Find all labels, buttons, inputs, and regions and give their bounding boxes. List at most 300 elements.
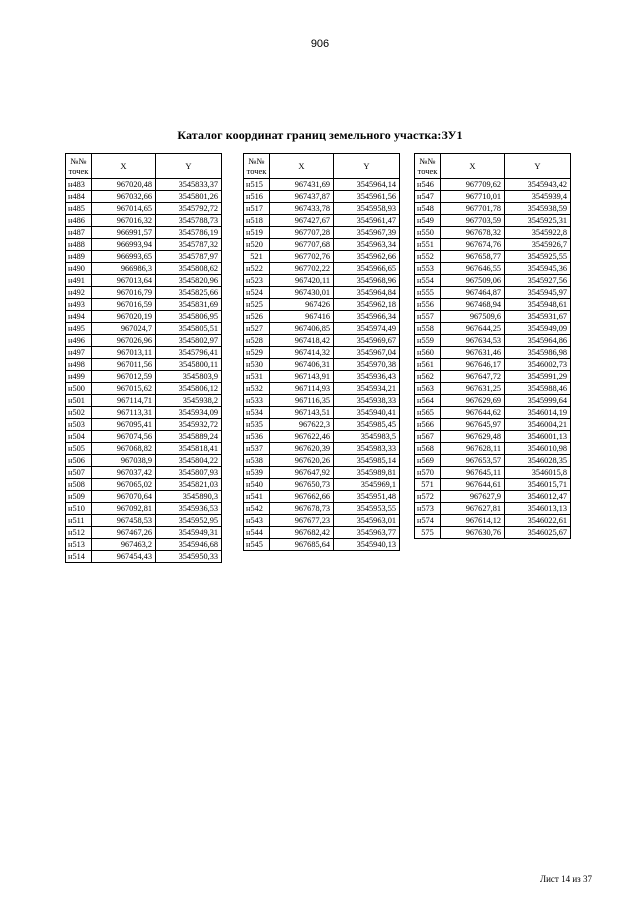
table-row <box>66 491 222 503</box>
x-cell: 967011,56 <box>92 359 156 371</box>
point-cell: н531 <box>244 371 270 383</box>
point-cell: н573 <box>415 503 441 515</box>
table-row <box>66 443 222 455</box>
table-row <box>66 419 222 431</box>
x-cell: 967678,73 <box>270 503 334 515</box>
y-cell: 3545807,93 <box>156 467 222 479</box>
point-cell: н541 <box>244 491 270 503</box>
point-cell: н493 <box>66 299 92 311</box>
y-cell: 3545969,67 <box>334 335 400 347</box>
y-cell: 3545967,04 <box>334 347 400 359</box>
point-cell: н500 <box>66 383 92 395</box>
y-cell: 3545963,77 <box>334 527 400 539</box>
table-row <box>415 467 571 479</box>
header-y: Y <box>505 154 571 179</box>
point-cell: н566 <box>415 419 441 431</box>
table-row <box>415 407 571 419</box>
y-cell: 3545985,45 <box>334 419 400 431</box>
table-row <box>415 479 571 491</box>
y-cell: 3545818,41 <box>156 443 222 455</box>
point-cell: н509 <box>66 491 92 503</box>
table-row <box>66 311 222 323</box>
x-cell: 967509,06 <box>441 275 505 287</box>
point-cell: н565 <box>415 407 441 419</box>
y-cell: 3545948,61 <box>505 299 571 311</box>
x-cell: 967674,76 <box>441 239 505 251</box>
table-row <box>244 359 400 371</box>
y-cell: 3546015,8 <box>505 467 571 479</box>
point-cell: н523 <box>244 275 270 287</box>
x-cell: 967620,39 <box>270 443 334 455</box>
point-cell: н544 <box>244 527 270 539</box>
y-cell: 3546022,61 <box>505 515 571 527</box>
point-cell: н494 <box>66 311 92 323</box>
table-row <box>244 335 400 347</box>
y-cell: 3546012,47 <box>505 491 571 503</box>
table-body <box>66 179 222 563</box>
x-cell: 967114,93 <box>270 383 334 395</box>
x-cell: 967627,9 <box>441 491 505 503</box>
x-cell: 967026,96 <box>92 335 156 347</box>
y-cell: 3545962,18 <box>334 299 400 311</box>
x-cell: 967074,56 <box>92 431 156 443</box>
table-row <box>415 491 571 503</box>
y-cell: 3545803,9 <box>156 371 222 383</box>
table-row <box>415 191 571 203</box>
y-cell: 3545983,5 <box>334 431 400 443</box>
table-row <box>66 383 222 395</box>
point-cell: н520 <box>244 239 270 251</box>
point-cell: н550 <box>415 227 441 239</box>
point-cell: н535 <box>244 419 270 431</box>
x-cell: 967647,92 <box>270 467 334 479</box>
table-row <box>415 371 571 383</box>
table-row <box>66 455 222 467</box>
x-cell: 967662,66 <box>270 491 334 503</box>
x-cell: 967032,66 <box>92 191 156 203</box>
x-cell: 967682,42 <box>270 527 334 539</box>
y-cell: 3545958,93 <box>334 203 400 215</box>
table-row <box>415 503 571 515</box>
y-cell: 3545805,51 <box>156 323 222 335</box>
point-cell: н512 <box>66 527 92 539</box>
x-cell: 967614,12 <box>441 515 505 527</box>
point-cell: 521 <box>244 251 270 263</box>
page-number: 906 <box>310 38 330 50</box>
table-row <box>415 287 571 299</box>
point-cell: н515 <box>244 179 270 191</box>
point-cell: н528 <box>244 335 270 347</box>
table-row <box>415 311 571 323</box>
point-cell: н563 <box>415 383 441 395</box>
x-cell: 967420,11 <box>270 275 334 287</box>
point-cell: н499 <box>66 371 92 383</box>
x-cell: 967644,62 <box>441 407 505 419</box>
x-cell: 967024,7 <box>92 323 156 335</box>
y-cell: 3545934,09 <box>156 407 222 419</box>
point-cell: н496 <box>66 335 92 347</box>
table-row <box>66 395 222 407</box>
table-row <box>66 335 222 347</box>
y-cell: 3545938,2 <box>156 395 222 407</box>
table-row <box>66 299 222 311</box>
point-cell: н564 <box>415 395 441 407</box>
y-cell: 3546013,13 <box>505 503 571 515</box>
x-cell: 967092,81 <box>92 503 156 515</box>
table-row <box>66 347 222 359</box>
x-cell: 967644,61 <box>441 479 505 491</box>
y-cell: 3545792,72 <box>156 203 222 215</box>
x-cell: 967630,76 <box>441 527 505 539</box>
header-y: Y <box>156 154 222 179</box>
table-row <box>244 419 400 431</box>
y-cell: 3546028,35 <box>505 455 571 467</box>
table-row <box>244 323 400 335</box>
point-cell: н487 <box>66 227 92 239</box>
point-cell: н514 <box>66 551 92 563</box>
table-row <box>244 407 400 419</box>
y-cell: 3545951,48 <box>334 491 400 503</box>
y-cell: 3545938,33 <box>334 395 400 407</box>
x-cell: 967707,68 <box>270 239 334 251</box>
x-cell: 967020,48 <box>92 179 156 191</box>
y-cell: 3545800,11 <box>156 359 222 371</box>
x-cell: 967406,31 <box>270 359 334 371</box>
y-cell: 3545964,84 <box>334 287 400 299</box>
y-cell: 3545808,62 <box>156 263 222 275</box>
table-row <box>415 527 571 539</box>
y-cell: 3545926,7 <box>505 239 571 251</box>
y-cell: 3545968,96 <box>334 275 400 287</box>
x-cell: 967703,59 <box>441 215 505 227</box>
point-cell: н560 <box>415 347 441 359</box>
header-x: X <box>270 154 334 179</box>
table-row <box>244 539 400 551</box>
table-row <box>415 335 571 347</box>
table-row <box>415 239 571 251</box>
table-row <box>415 395 571 407</box>
point-cell: н511 <box>66 515 92 527</box>
x-cell: 967622,3 <box>270 419 334 431</box>
point-cell: н555 <box>415 287 441 299</box>
point-cell: н488 <box>66 239 92 251</box>
x-cell: 967418,42 <box>270 335 334 347</box>
y-cell: 3545936,53 <box>156 503 222 515</box>
document-title: Каталог координат границ земельного участка:ЗУ1 <box>177 128 463 142</box>
y-cell: 3546025,67 <box>505 527 571 539</box>
table-row <box>66 539 222 551</box>
y-cell: 3545806,95 <box>156 311 222 323</box>
table-row <box>66 359 222 371</box>
y-cell: 3545970,38 <box>334 359 400 371</box>
point-cell: н557 <box>415 311 441 323</box>
y-cell: 3545943,42 <box>505 179 571 191</box>
point-cell: н513 <box>66 539 92 551</box>
point-cell: 575 <box>415 527 441 539</box>
y-cell: 3545953,55 <box>334 503 400 515</box>
x-cell: 967653,57 <box>441 455 505 467</box>
header-point: №№ точек <box>66 154 92 179</box>
point-cell: н483 <box>66 179 92 191</box>
x-cell: 967013,64 <box>92 275 156 287</box>
table-row <box>244 275 400 287</box>
x-cell: 967629,48 <box>441 431 505 443</box>
y-cell: 3545939,4 <box>505 191 571 203</box>
sheet-footer: Лист 14 из 37 <box>540 874 592 884</box>
y-cell: 3545949,09 <box>505 323 571 335</box>
table-row <box>66 239 222 251</box>
x-cell: 967416 <box>270 311 334 323</box>
x-cell: 967468,94 <box>441 299 505 311</box>
table-row <box>415 215 571 227</box>
x-cell: 967143,91 <box>270 371 334 383</box>
coordinates-table-1 <box>65 153 222 563</box>
point-cell: н504 <box>66 431 92 443</box>
y-cell: 3545963,34 <box>334 239 400 251</box>
y-cell: 3545945,97 <box>505 287 571 299</box>
table-row <box>244 263 400 275</box>
table-row <box>244 191 400 203</box>
x-cell: 967015,62 <box>92 383 156 395</box>
point-cell: н543 <box>244 515 270 527</box>
table-row <box>66 431 222 443</box>
x-cell: 967430,01 <box>270 287 334 299</box>
point-cell: н570 <box>415 467 441 479</box>
x-cell: 967701,78 <box>441 203 505 215</box>
point-cell: н569 <box>415 455 441 467</box>
y-cell: 3545986,98 <box>505 347 571 359</box>
x-cell: 967095,41 <box>92 419 156 431</box>
table-row <box>415 383 571 395</box>
table-row <box>66 407 222 419</box>
y-cell: 3545966,65 <box>334 263 400 275</box>
table-row <box>244 347 400 359</box>
table-row <box>66 191 222 203</box>
point-cell: н522 <box>244 263 270 275</box>
y-cell: 3545952,95 <box>156 515 222 527</box>
point-cell: н485 <box>66 203 92 215</box>
x-cell: 966993,65 <box>92 251 156 263</box>
y-cell: 3545787,97 <box>156 251 222 263</box>
point-cell: н542 <box>244 503 270 515</box>
table-row <box>66 323 222 335</box>
point-cell: 571 <box>415 479 441 491</box>
y-cell: 3545934,21 <box>334 383 400 395</box>
x-cell: 967629,69 <box>441 395 505 407</box>
point-cell: н525 <box>244 299 270 311</box>
y-cell: 3546014,19 <box>505 407 571 419</box>
x-cell: 967016,79 <box>92 287 156 299</box>
x-cell: 967658,77 <box>441 251 505 263</box>
x-cell: 967458,53 <box>92 515 156 527</box>
table-row <box>244 515 400 527</box>
point-cell: н546 <box>415 179 441 191</box>
table-row <box>415 275 571 287</box>
table-row <box>415 359 571 371</box>
point-cell: н536 <box>244 431 270 443</box>
header-point: №№ точек <box>415 154 441 179</box>
point-cell: н538 <box>244 455 270 467</box>
table-row <box>66 515 222 527</box>
y-cell: 3545961,56 <box>334 191 400 203</box>
x-cell: 967427,67 <box>270 215 334 227</box>
header-point: №№ точек <box>244 154 270 179</box>
x-cell: 967038,9 <box>92 455 156 467</box>
header-x: X <box>441 154 505 179</box>
point-cell: н547 <box>415 191 441 203</box>
y-cell: 3545833,37 <box>156 179 222 191</box>
table-row <box>244 479 400 491</box>
point-cell: н503 <box>66 419 92 431</box>
point-cell: н540 <box>244 479 270 491</box>
point-cell: н484 <box>66 191 92 203</box>
table-row <box>415 347 571 359</box>
header-y: Y <box>334 154 400 179</box>
x-cell: 967620,26 <box>270 455 334 467</box>
x-cell: 967627,81 <box>441 503 505 515</box>
x-cell: 967037,42 <box>92 467 156 479</box>
point-cell: н572 <box>415 491 441 503</box>
table-row <box>415 227 571 239</box>
y-cell: 3545938,59 <box>505 203 571 215</box>
table-row <box>415 515 571 527</box>
x-cell: 967622,46 <box>270 431 334 443</box>
table-row <box>66 203 222 215</box>
point-cell: н530 <box>244 359 270 371</box>
table-row <box>415 263 571 275</box>
point-cell: н556 <box>415 299 441 311</box>
x-cell: 967628,11 <box>441 443 505 455</box>
point-cell: н559 <box>415 335 441 347</box>
point-cell: н529 <box>244 347 270 359</box>
table-row <box>244 527 400 539</box>
table-row <box>244 467 400 479</box>
table-row <box>415 323 571 335</box>
point-cell: н562 <box>415 371 441 383</box>
x-cell: 967677,23 <box>270 515 334 527</box>
y-cell: 3546015,71 <box>505 479 571 491</box>
table-row <box>415 203 571 215</box>
y-cell: 3545889,24 <box>156 431 222 443</box>
point-cell: н567 <box>415 431 441 443</box>
y-cell: 3545796,41 <box>156 347 222 359</box>
y-cell: 3545806,12 <box>156 383 222 395</box>
x-cell: 967707,28 <box>270 227 334 239</box>
point-cell: н534 <box>244 407 270 419</box>
y-cell: 3545964,86 <box>505 335 571 347</box>
point-cell: н490 <box>66 263 92 275</box>
table-row <box>244 491 400 503</box>
x-cell: 967646,55 <box>441 263 505 275</box>
y-cell: 3545821,03 <box>156 479 222 491</box>
y-cell: 3545974,49 <box>334 323 400 335</box>
table-row <box>66 479 222 491</box>
table-row <box>415 251 571 263</box>
x-cell: 967016,32 <box>92 215 156 227</box>
point-cell: н508 <box>66 479 92 491</box>
point-cell: н492 <box>66 287 92 299</box>
x-cell: 967710,01 <box>441 191 505 203</box>
point-cell: н551 <box>415 239 441 251</box>
table-row <box>66 275 222 287</box>
point-cell: н501 <box>66 395 92 407</box>
table-row <box>66 263 222 275</box>
table-row <box>415 431 571 443</box>
y-cell: 3545925,31 <box>505 215 571 227</box>
coordinates-table-2 <box>243 153 400 551</box>
x-cell: 967644,25 <box>441 323 505 335</box>
y-cell: 3545991,29 <box>505 371 571 383</box>
y-cell: 3546002,73 <box>505 359 571 371</box>
table-row <box>244 215 400 227</box>
point-cell: н506 <box>66 455 92 467</box>
x-cell: 967113,31 <box>92 407 156 419</box>
point-cell: н568 <box>415 443 441 455</box>
table-row <box>66 527 222 539</box>
table-row <box>244 443 400 455</box>
x-cell: 967467,26 <box>92 527 156 539</box>
y-cell: 3545949,31 <box>156 527 222 539</box>
table-row <box>244 395 400 407</box>
x-cell: 966991,57 <box>92 227 156 239</box>
point-cell: н574 <box>415 515 441 527</box>
point-cell: н495 <box>66 323 92 335</box>
x-cell: 967016,59 <box>92 299 156 311</box>
x-cell: 967709,62 <box>441 179 505 191</box>
point-cell: н532 <box>244 383 270 395</box>
x-cell: 967014,65 <box>92 203 156 215</box>
point-cell: н486 <box>66 215 92 227</box>
y-cell: 3545925,55 <box>505 251 571 263</box>
y-cell: 3545950,33 <box>156 551 222 563</box>
x-cell: 967685,64 <box>270 539 334 551</box>
table-row <box>244 455 400 467</box>
y-cell: 3545989,81 <box>334 467 400 479</box>
point-cell: н533 <box>244 395 270 407</box>
x-cell: 967406,85 <box>270 323 334 335</box>
x-cell: 967013,11 <box>92 347 156 359</box>
table-row <box>66 215 222 227</box>
y-cell: 3545927,56 <box>505 275 571 287</box>
y-cell: 3545931,67 <box>505 311 571 323</box>
x-cell: 967012,59 <box>92 371 156 383</box>
point-cell: н498 <box>66 359 92 371</box>
x-cell: 967426 <box>270 299 334 311</box>
x-cell: 967645,11 <box>441 467 505 479</box>
table-row <box>244 227 400 239</box>
y-cell: 3545967,39 <box>334 227 400 239</box>
y-cell: 3545962,66 <box>334 251 400 263</box>
point-cell: н489 <box>66 251 92 263</box>
x-cell: 967414,32 <box>270 347 334 359</box>
point-cell: н516 <box>244 191 270 203</box>
point-cell: н548 <box>415 203 441 215</box>
y-cell: 3545999,64 <box>505 395 571 407</box>
table-row <box>66 251 222 263</box>
x-cell: 967116,35 <box>270 395 334 407</box>
y-cell: 3545831,69 <box>156 299 222 311</box>
point-cell: н552 <box>415 251 441 263</box>
x-cell: 967068,82 <box>92 443 156 455</box>
y-cell: 3545946,68 <box>156 539 222 551</box>
y-cell: 3546004,21 <box>505 419 571 431</box>
table-row <box>244 287 400 299</box>
x-cell: 967645,97 <box>441 419 505 431</box>
point-cell: н558 <box>415 323 441 335</box>
y-cell: 3545961,47 <box>334 215 400 227</box>
point-cell: н519 <box>244 227 270 239</box>
y-cell: 3545969,1 <box>334 479 400 491</box>
